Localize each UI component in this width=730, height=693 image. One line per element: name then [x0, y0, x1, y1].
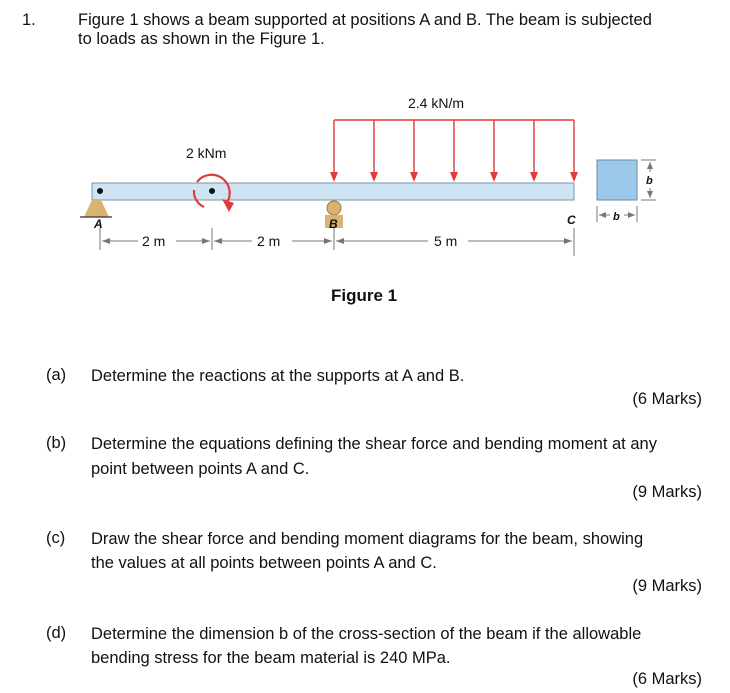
distributed-load: [330, 120, 578, 182]
part-d-text-line-1: Determine the dimension b of the cross-section of the beam if the allowable: [91, 625, 642, 643]
section-width-label: b: [613, 211, 620, 223]
point-b-label: B: [329, 217, 338, 231]
dimension-lines: [100, 228, 574, 256]
part-c-text-line-2: the values at all points between points A and C.: [91, 554, 437, 572]
dimension-label-1: 2 m: [142, 233, 166, 249]
question-text-line-1: Figure 1 shows a beam supported at positions A and B. The beam is subjected: [78, 11, 652, 29]
support-a: [80, 200, 112, 217]
moment-label: 2 kNm: [186, 145, 227, 161]
part-a-text: Determine the reactions at the supports at A and B.: [91, 367, 465, 385]
beam: [92, 183, 574, 200]
part-a-marks: (6 Marks): [632, 390, 702, 408]
point-a-label: A: [94, 217, 103, 231]
cross-section: [597, 160, 637, 200]
section-height-label: b: [646, 175, 653, 187]
part-c-label: (c): [46, 529, 66, 547]
part-b-label: (b): [46, 434, 67, 452]
part-b-text-line-1: Determine the equations defining the shear force and bending moment at any: [91, 435, 657, 453]
part-c-marks: (9 Marks): [632, 577, 702, 595]
question-text-line-2: to loads as shown in the Figure 1.: [78, 30, 325, 48]
beam-figure: [0, 0, 730, 330]
part-c-text-line-1: Draw the shear force and bending moment diagrams for the beam, showing: [91, 530, 644, 548]
part-d-label: (d): [46, 624, 67, 642]
part-b-text-line-2: point between points A and C.: [91, 460, 310, 478]
question-number: 1.: [22, 11, 36, 29]
part-d-text-line-2: bending stress for the beam material is 240 MPa.: [91, 649, 451, 667]
point-c-label: C: [567, 213, 576, 227]
figure-caption: Figure 1: [331, 286, 398, 305]
part-b-marks: (9 Marks): [632, 483, 702, 501]
dimension-label-3: 5 m: [434, 233, 458, 249]
distributed-load-label: 2.4 kN/m: [408, 95, 465, 111]
dimension-label-2: 2 m: [257, 233, 281, 249]
part-a-label: (a): [46, 366, 67, 384]
part-d-marks: (6 Marks): [632, 670, 702, 688]
